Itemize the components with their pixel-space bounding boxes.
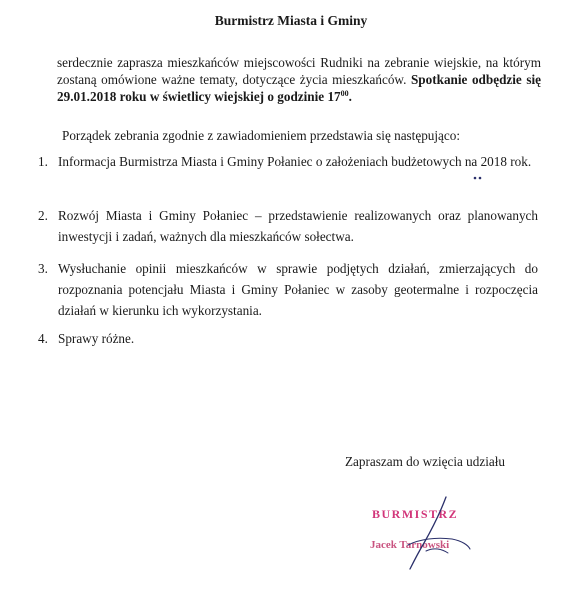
document-title: Burmistrz Miasta i Gminy: [214, 13, 368, 28]
intro-paragraph: [57, 54, 541, 105]
agenda-item-number: 1.: [38, 154, 48, 169]
agenda-item: [38, 328, 548, 349]
agenda-item-number: 3.: [38, 261, 48, 276]
agenda-item-number: 4.: [38, 331, 48, 346]
agenda-item: [38, 205, 548, 247]
agenda-item: [38, 258, 548, 321]
handwritten-signature: [360, 495, 500, 575]
agenda-item-text: Wysłuchanie opinii mieszkańców w sprawie podjętych działań, zmierzających do rozpoznania potencjału Miasta i Gminy Połaniec w zasoby geotermalne i rozpoczęcia działań w kierunku ich wykorzystania.: [58, 261, 538, 318]
agenda-lead: Porządek zebrania zgodnie z zawiadomieniem przedstawia się następująco:: [62, 128, 461, 143]
ink-dot-mark: [473, 176, 483, 180]
stamp-title: BURMISTRZ: [372, 507, 459, 521]
closing-line: Zapraszam do wzięcia udziału: [345, 454, 506, 469]
meeting-info-end: .: [348, 89, 352, 104]
agenda-item-text: Sprawy różne.: [58, 331, 135, 346]
agenda-item-text: Informacja Burmistrza Miasta i Gminy Połaniec o założeniach budżetowych na 2018 rok.: [58, 154, 532, 169]
intro-text: serdecznie zaprasza mieszkańców miejscowości Rudniki na zebranie wiejskie, na którym zostaną omówione ważne tematy, dotyczące życia mieszkańców.: [57, 55, 541, 87]
stamp-name: Jacek Tarnowski: [370, 539, 450, 551]
meeting-info-text: Spotkanie odbędzie się 29.01.2018 roku w świetlicy wiejskiej o godzinie 17: [57, 72, 541, 104]
agenda-item-number: 2.: [38, 208, 48, 223]
meeting-time-superscript: 00: [340, 89, 349, 98]
mayor-stamp: [360, 495, 500, 575]
agenda-item: [38, 151, 548, 172]
agenda-item-text: Rozwój Miasta i Gminy Połaniec – przedstawienie realizowanych oraz planowanych inwestycji i zadań, ważnych dla mieszkańców sołectwa.: [58, 208, 538, 244]
